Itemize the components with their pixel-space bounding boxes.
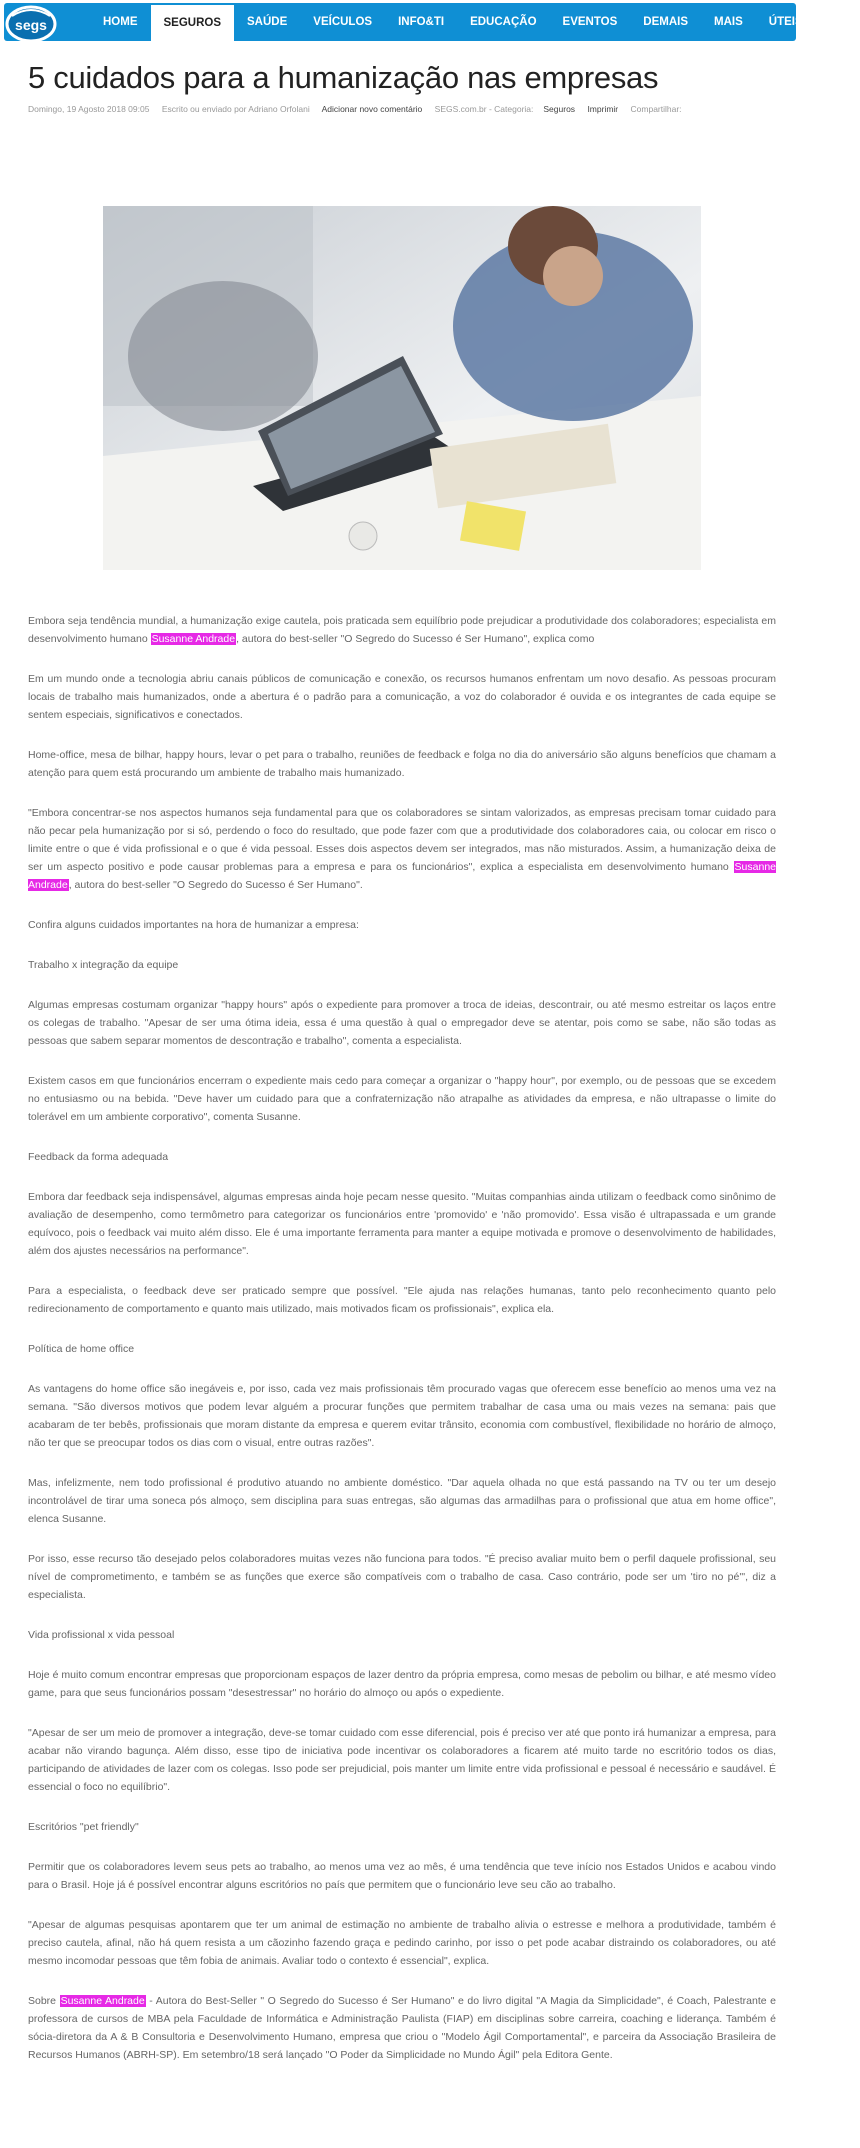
paragraph: Existem casos em que funcionários encerram o expediente mais cedo para começar a organizar o "happy hour", por exemplo, ou de pessoas que se excedem no entusiasmo ou na bebida. "Deve haver um cuidado para que a confraternização não atrapalhe as atividades da empresa, e não ultrapasse o limite do tolerável em um ambiente corporativo", comenta Susanne. <box>28 1075 776 1123</box>
section-heading: Vida profissional x vida pessoal <box>28 1629 175 1641</box>
author-highlight[interactable]: Susanne Andrade <box>60 1995 145 2007</box>
menu-item-veiculos[interactable]: VEÍCULOS <box>313 16 373 28</box>
paragraph: Permitir que os colaboradores levem seus pets ao trabalho, ao menos uma vez ao mês, é uma tendência que teve início nos Estados Unidos e acabou vindo para o Brasil. Hoje já é possível encontrar alguns escritórios no país que permitem que o funcionário leve seu cão ao trabalho. <box>28 1861 776 1891</box>
paragraph: Por isso, esse recurso tão desejado pelos colaboradores muitas vezes não funciona para todos. "É preciso avaliar muito bem o perfil daquele profissional, seu nível de comprometimento, e também se as funções que exerce são compatíveis com o trabalho de casa. Caso contrário, pode ser um 'tiro no pé'", diz a especialista. <box>28 1553 776 1601</box>
paragraph: As vantagens do home office são inegáveis e, por isso, cada vez mais profissionais têm procurado vagas que oferecem esse benefício ao menos uma vez na semana. "São diversos motivos que podem levar alguém a procurar funções que permitem trabalhar de casa uma ou mais vezes na semana: pais que acabaram de ter bebês, profissionais que moram distante da empresa e querem evitar trânsito, economia com combustível, flexibilidade no horário de almoço, não ter que se preocupar todos os dias com o visual, entre outras razões". <box>28 1383 776 1449</box>
section-heading: Política de home office <box>28 1343 135 1355</box>
category-link[interactable]: Seguros <box>543 104 576 114</box>
article-header <box>28 60 776 114</box>
article-title: 5 cuidados para a humanização nas empresas <box>28 60 659 95</box>
main-menu <box>90 3 860 41</box>
menu-item-uteis[interactable]: ÚTEIS <box>768 16 803 28</box>
paragraph: Embora seja tendência mundial, a humanização exige cautela, pois praticada sem equilíbrio pode prejudicar a produtividade dos colaboradores; especialista em desenvolvimento humano Susanne Andrade, autora do best-seller "O Segredo do Sucesso é Ser Humano", explica como <box>28 615 776 645</box>
paragraph: Confira alguns cuidados importantes na hora de humanizar a empresa: <box>28 919 359 931</box>
paragraph: Hoje é muito comum encontrar empresas que proporcionam espaços de lazer dentro da própria empresa, como mesas de pebolim ou bilhar, e até mesmo vídeo game, para que seus funcionários possam "desestressar" no horário do almoço ou após o expediente. <box>28 1669 776 1699</box>
menu-item-vip[interactable]: VIP <box>828 16 848 28</box>
article-body <box>28 612 776 2086</box>
article-photo <box>103 206 701 570</box>
paragraph: Embora dar feedback seja indispensável, algumas empresas ainda hoje pecam nesse quesito. "Muitas companhias ainda utilizam o feedback como sinônimo de avaliação de desempenho, como termômetro para categorizar os funcionários entre 'promovido' e 'não promovido'. Essa visão é ultrapassada e um grande equívoco, pois o feedback vai muito além disso. Ele é uma importante ferramenta para manter a equipe motivada e promove o desenvolvimento de habilidades, além dos ajustes necessários na performance". <box>28 1191 776 1257</box>
menu-item-infoti[interactable]: INFO&TI <box>398 16 445 28</box>
menu-item-seguros[interactable]: SEGUROS <box>151 3 235 43</box>
author-highlight[interactable]: Susanne Andrade <box>151 633 236 645</box>
paragraph: Algumas empresas costumam organizar "happy hours" após o expediente para promover a troca de ideias, descontrair, ou até mesmo estreitar os laços entre os colegas de trabalho. "Apesar de ser uma ótima ideia, essa é uma questão à qual o empregador deve se atentar, pois como se sabe, não são todas as pessoas que sabem separar momentos de descontração e trabalho", comenta a especialista. <box>28 999 776 1047</box>
section-heading: Escritórios "pet friendly" <box>28 1821 139 1833</box>
share-label: Compartilhar: <box>630 104 682 114</box>
paragraph: Home-office, mesa de bilhar, happy hours, levar o pet para o trabalho, reuniões de feedback e folga no dia do aniversário são alguns benefícios que chamam a atenção para quem está procurando um ambiente de trabalho mais humanizado. <box>28 749 776 779</box>
paragraph: Sobre Susanne Andrade - Autora do Best-Seller " O Segredo do Sucesso é Ser Humano" e do livro digital "A Magia da Simplicidade", é Coach, Palestrante e professora de cursos de MBA pela Faculdade de Informática e Administração Paulista (FIAP) em disciplinas sobre carreira, coaching e liderança. Também é sócia-diretora da A & B Consultoria e Desenvolvimento Humano, empresa que criou o "Modelo Ágil Comportamental", e parceira da Associação Brasileira de Recursos Humanos (ABRH-SP). Em setembro/18 será lançado "O Poder da Simplicidade no Mundo Ágil" pela Editora Gente. <box>28 1995 776 2061</box>
paragraph: Para a especialista, o feedback deve ser praticado sempre que possível. "Ele ajuda nas relações humanas, tanto pelo reconhecimento quanto pelo redirecionamento de comportamento e quanto mais utilizado, mais motivados ficam os profissionais", explica ela. <box>28 1285 776 1315</box>
section-heading: Feedback da forma adequada <box>28 1151 169 1163</box>
paragraph: Mas, infelizmente, nem todo profissional é produtivo atuando no ambiente doméstico. "Dar aquela olhada no que está passando na TV ou ter um desejo incontrolável de tirar uma soneca pós almoço, sem disciplina para suas entregas, são algumas das armadilhas para o profissional que atua em home office", elenca Susanne. <box>28 1477 776 1525</box>
menu-item-demais[interactable]: DEMAIS <box>643 16 689 28</box>
menu-item-educacao[interactable]: EDUCAÇÃO <box>470 16 537 28</box>
menu-item-eventos[interactable]: EVENTOS <box>562 16 618 28</box>
paragraph: "Embora concentrar-se nos aspectos humanos seja fundamental para que os colaboradores se sintam valorizados, as empresas precisam tomar cuidado para não pecar pela humanização por si só, perdendo o foco do resultado, que pode fazer com que a produtividade dos colaboradores caia, ou colocar em risco o limite entre o que é vida profissional e o que é vida pessoal. Esses dois aspectos devem ser integrados, mas não misturados. Assim, a humanização deixa de ser um aspecto positivo e pode causar problemas para a empresa e para os funcionários", explica a especialista em desenvolvimento humano Susanne Andrade, autora do best-seller "O Segredo do Sucesso é Ser Humano". <box>28 807 776 891</box>
menu-item-home[interactable]: HOME <box>103 16 138 28</box>
author-highlight[interactable]: Susanne Andrade <box>28 861 776 891</box>
section-heading: Trabalho x integração da equipe <box>28 959 179 971</box>
paragraph: Em um mundo onde a tecnologia abriu canais públicos de comunicação e conexão, os recursos humanos enfrentam um novo desafio. As pessoas procuram locais de trabalho mais humanizados, onde a abertura é o padrão para a comunicação, a voz do colaborador é ouvida e os integrantes de cada equipe se sentem especiais, significativos e conectados. <box>28 673 776 721</box>
print-link[interactable]: Imprimir <box>587 104 619 114</box>
article-date: Domingo, 19 Agosto 2018 09:05 <box>28 104 150 114</box>
article-author: Escrito ou enviado por Adriano Orfolani <box>161 104 310 114</box>
segs-logo[interactable] <box>4 2 58 42</box>
menu-item-mais[interactable]: MAIS <box>714 16 743 28</box>
menu-item-saude[interactable]: SAÚDE <box>247 16 288 28</box>
top-navigation <box>0 0 848 44</box>
article-image <box>103 206 701 570</box>
article-meta <box>28 104 776 114</box>
paragraph: "Apesar de ser um meio de promover a integração, deve-se tomar cuidado com esse diferencial, pois é preciso ver até que ponto irá humanizar a empresa, para acabar não virando bagunça. Além disso, esse tipo de iniciativa pode incentivar os colaboradores a ficarem até muito tarde no escritório todos os dias, participando de atividades de lazer com os colegas. Isso pode ser prejudicial, pois manter um limite entre vida profissional e pessoal é necessário e saudável. É essencial o foco no equilíbrio". <box>28 1727 776 1793</box>
add-comment-link[interactable]: Adicionar novo comentário <box>321 104 423 114</box>
paragraph: "Apesar de algumas pesquisas apontarem que ter um animal de estimação no ambiente de trabalho alivia o estresse e melhora a produtividade, também é preciso cautela, afinal, não há quem resista a um cãozinho fazendo graça e pedindo carinho, por isso o pet pode acabar distraindo os colaboradores, ou até mesmo incomodar pessoas que têm fobia de animais. Avaliar todo o contexto é essencial", explica. <box>28 1919 776 1967</box>
category-prefix: SEGS.com.br - Categoria: <box>434 104 534 114</box>
logo-text: segs <box>15 17 47 33</box>
